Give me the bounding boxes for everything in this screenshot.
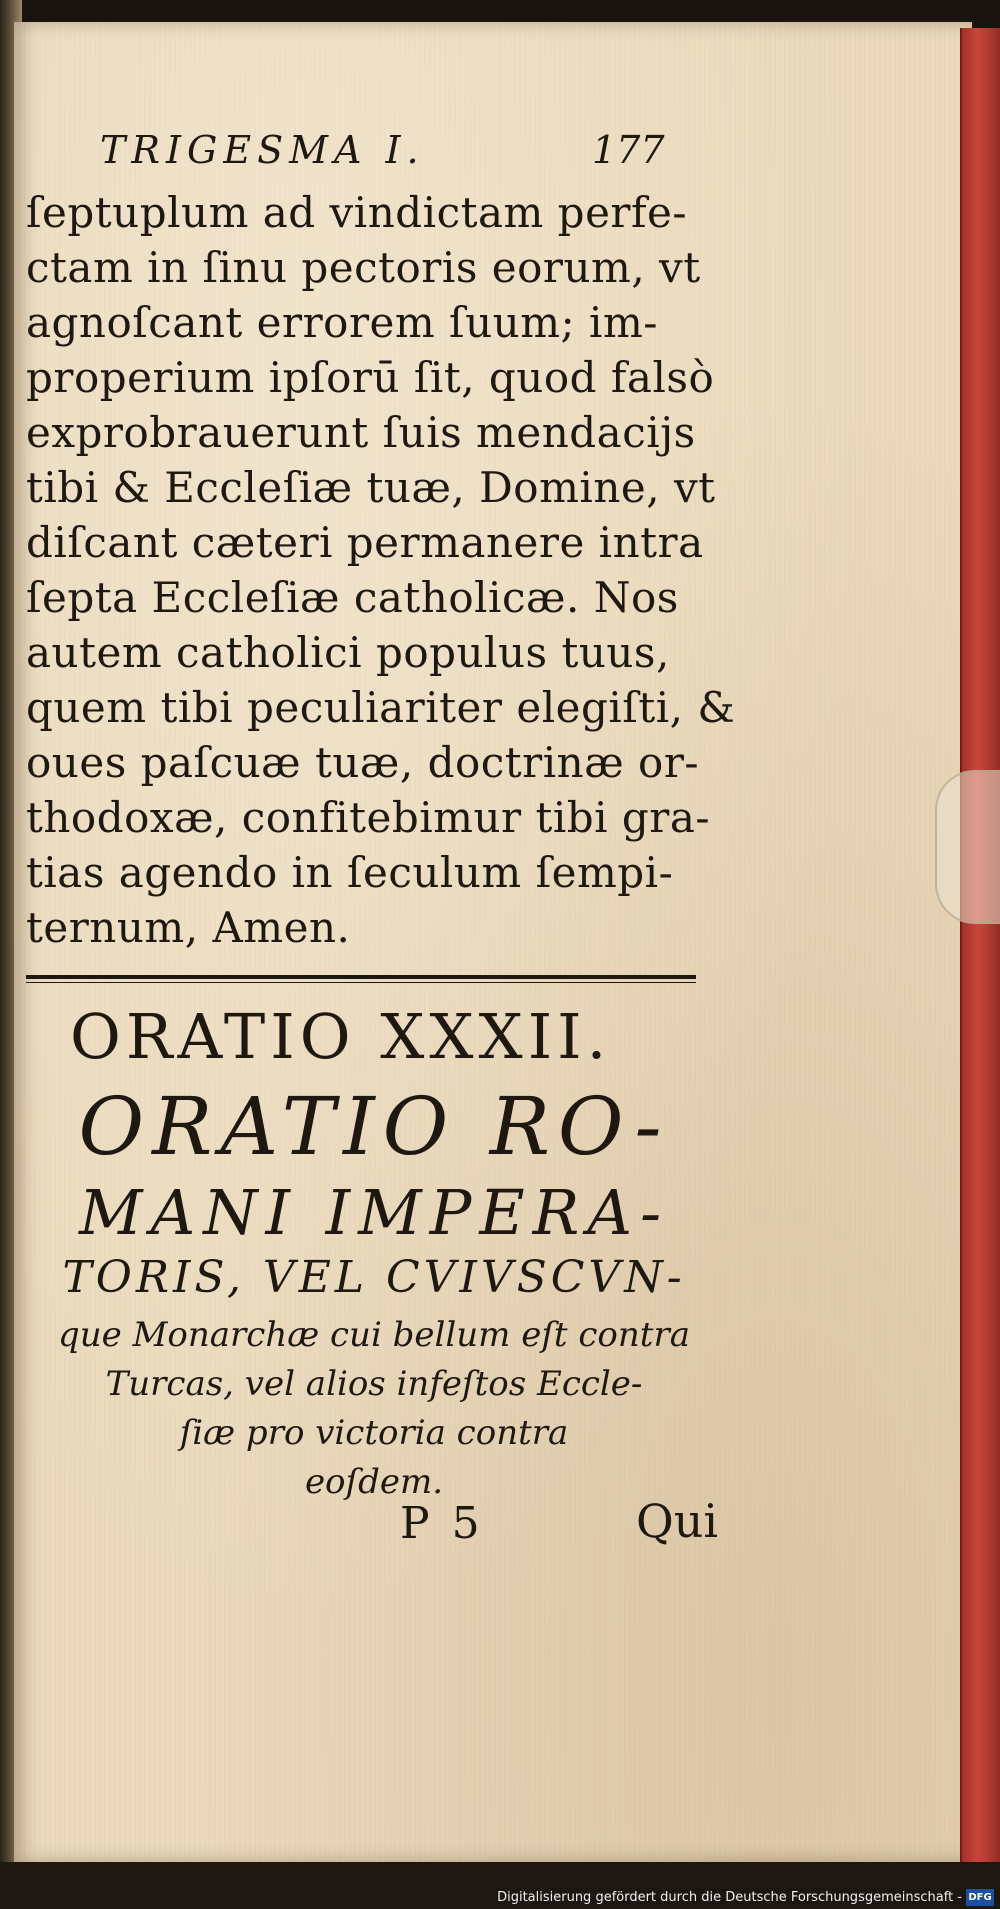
body-line: ſepta Eccleſiæ catholicæ. Nos [26, 573, 679, 622]
body-line: quem tibi peculiariter elegiſti, & [26, 683, 736, 732]
body-line: ctam in ſinu pectoris eorum, vt [26, 243, 701, 292]
body-line: agnoſcant errorem ſuum; im- [26, 298, 658, 347]
oration-title-line: MANI IMPERA- [78, 1176, 670, 1249]
red-fore-edge [960, 28, 1000, 1862]
oration-title-line: Turcas, vel alios infeſtos Eccle- [105, 1364, 643, 1404]
body-line: diſcant cæteri permanere intra [26, 518, 704, 567]
signature-mark: P 5 [400, 1498, 484, 1549]
body-line: ternum, Amen. [26, 903, 351, 952]
oration-title-line: ſiæ pro victoria contra [179, 1413, 569, 1453]
digitization-caption: Digitalisierung gefördert durch die Deutsche Forschungsgemeinschaft - [497, 1890, 962, 1905]
catchword: Qui [636, 1494, 719, 1548]
oration-title-line: ORATIO RO- [78, 1080, 670, 1173]
section-rule [26, 975, 696, 979]
body-line: tibi & Eccleſiæ tuæ, Domine, vt [26, 463, 716, 512]
running-head: TRIGESMA I. [100, 128, 425, 172]
body-line: tias agendo in ſeculum ſempi- [26, 848, 674, 897]
body-line: thodoxæ, confitebimur tibi gra- [26, 793, 711, 842]
oration-title-line: TORIS, VEL CVIVSCVN- [62, 1252, 686, 1303]
oration-title-line: que Monarchæ cui bellum eſt contra [58, 1315, 690, 1355]
oration-number-heading: ORATIO XXXII. [70, 1000, 612, 1073]
body-line: properium ipſorū ſit, quod falsò [26, 353, 715, 402]
section-rule-thin [26, 982, 696, 983]
page-clip-tab [935, 770, 1000, 924]
body-line: autem catholici populus tuus, [26, 628, 670, 677]
body-line: exprobrauerunt ſuis mendacijs [26, 408, 696, 457]
oration-title-line: eoſdem. [304, 1462, 444, 1502]
dfg-logo: DFG [966, 1889, 994, 1906]
body-line: oues paſcuæ tuæ, doctrinæ or- [26, 738, 700, 787]
body-line: ſeptuplum ad vindictam perfe- [26, 188, 688, 237]
page-number: 177 [592, 128, 665, 172]
